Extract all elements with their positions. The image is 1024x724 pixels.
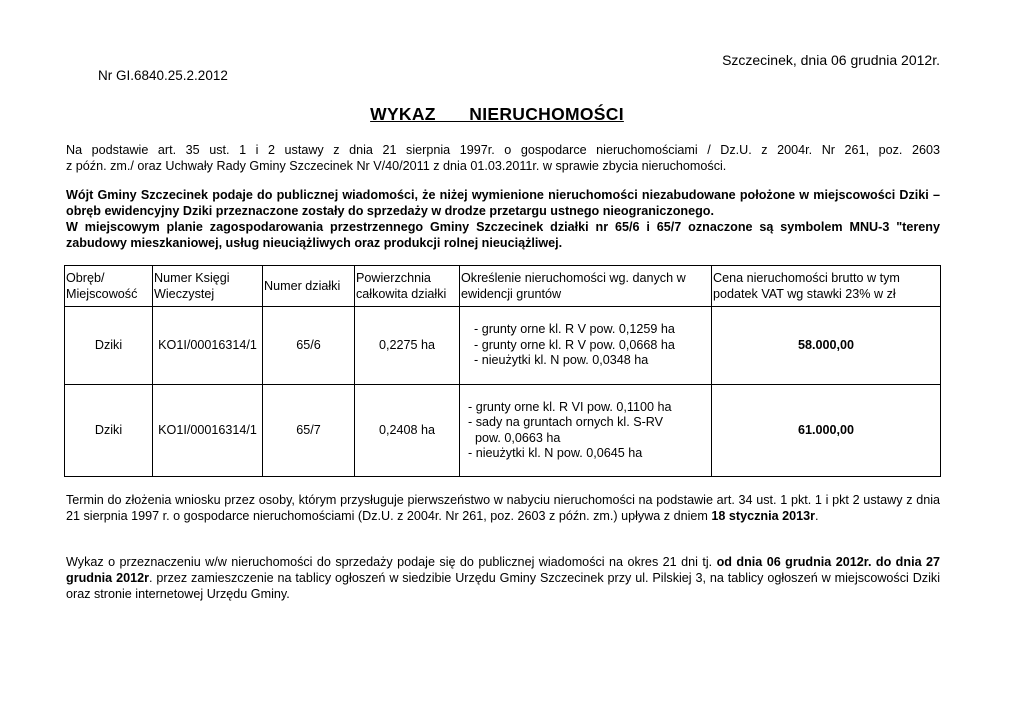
cell-price: 61.000,00: [712, 385, 941, 477]
header-area: Powierzchnia całkowita działki: [355, 266, 460, 307]
publication-period: od dnia 06 grudnia 2012r. do dnia 27 grudnia 2012r: [66, 555, 941, 585]
sale-notice-text: Wójt Gminy Szczecinek podaje do publicznej wiadomości, że niżej wymienione nieruchomości niezabudowane położone w miejscowości Dziki – obręb ewidencyjny Dziki przeznaczone zostały do sprzedaży w drodze przetargu ustnego nieograniczonego.: [66, 188, 940, 218]
header-description: Określenie nieruchomości wg. danych w ewidencji gruntów: [460, 266, 712, 307]
publication-paragraph: Wykaz o przeznaczeniu w/w nieruchomości do sprzedaży podaje się do publicznej wiadomości na okres 21 dni tj. od dnia 06 grudnia 2012r. do dnia 27 grudnia 2012r. przez zamieszczenie na tablicy ogłoszeń w siedzibie Urzędu Gminy Szczecinek przy ul. Pilskiej 3, na tablicy ogłoszeń w miejscowości Dziki oraz stronie internetowej Urzędu Gminy.: [66, 555, 941, 601]
legal-basis-line-2: z późn. zm./ oraz Uchwały Rady Gminy Szczecinek Nr V/40/2011 z dnia 01.03.2011r. w sprawie zbycia nieruchomości.: [66, 159, 727, 173]
place-and-date: Szczecinek, dnia 06 grudnia 2012r.: [722, 52, 940, 68]
legal-basis-paragraph: [66, 142, 940, 174]
header-plot-number: Numer działki: [263, 266, 355, 307]
cell-description: - grunty orne kl. R V pow. 0,1259 ha - grunty orne kl. R V pow. 0,0668 ha - nieużytki kl. N pow. 0,0348 ha: [460, 307, 712, 385]
zoning-plan-text: W miejscowym planie zagospodarowania przestrzennego Gminy Szczecinek działki nr 65/6 i 65/7 oznaczone są symbolem MNU-3 "tereny zabudowy mieszkaniowej, usług nieuciążliwych oraz produkcji rolnej nieuciążliwej.: [66, 220, 940, 250]
deadline-paragraph: Termin do złożenia wniosku przez osoby, którym przysługuje pierwszeństwo w nabyciu nieruchomości na podstawie art. 34 ust. 1 pkt. 1 i pkt 2 ustawy z dnia 21 sierpnia 1997 r. o gospodarce nieruchomościami (Dz.U. z 2004r. Nr 261, poz. 2603 z późn. zm.) upływa z dniem 18 stycznia 2013r.: [66, 493, 940, 523]
table-header-row: [65, 266, 941, 307]
cell-area: 0,2408 ha: [355, 385, 460, 477]
cell-plot: 65/6: [263, 307, 355, 385]
reference-number: Nr GI.6840.25.2.2012: [98, 68, 228, 83]
deadline-date: 18 stycznia 2013r: [711, 509, 816, 523]
sale-notice-paragraph: [66, 187, 940, 251]
document-title: WYKAZ NIERUCHOMOŚCI: [370, 104, 624, 124]
table-row: [65, 307, 941, 385]
cell-plot: 65/7: [263, 385, 355, 477]
cell-land-register: KO1I/00016314/1: [153, 307, 263, 385]
cell-land-register: KO1I/00016314/1: [153, 385, 263, 477]
header-land-register: Numer Księgi Wieczystej: [153, 266, 263, 307]
header-locality: Obręb/ Miejscowość: [65, 266, 153, 307]
cell-price: 58.000,00: [712, 307, 941, 385]
cell-description: - grunty orne kl. R VI pow. 0,1100 ha - sady na gruntach ornych kl. S-RV pow. 0,0663 ha - nieużytki kl. N pow. 0,0645 ha: [460, 385, 712, 477]
cell-locality: Dziki: [65, 307, 153, 385]
property-table: [64, 265, 941, 477]
legal-basis-line-1: Na podstawie art. 35 ust. 1 i 2 ustawy z dnia 21 sierpnia 1997r. o gospodarce nieruchomościami / Dz.U. z 2004r. Nr 261, poz. 2603: [66, 143, 940, 157]
cell-locality: Dziki: [65, 385, 153, 477]
table-row: [65, 385, 941, 477]
cell-area: 0,2275 ha: [355, 307, 460, 385]
header-price: Cena nieruchomości brutto w tym podatek VAT wg stawki 23% w zł: [712, 266, 941, 307]
